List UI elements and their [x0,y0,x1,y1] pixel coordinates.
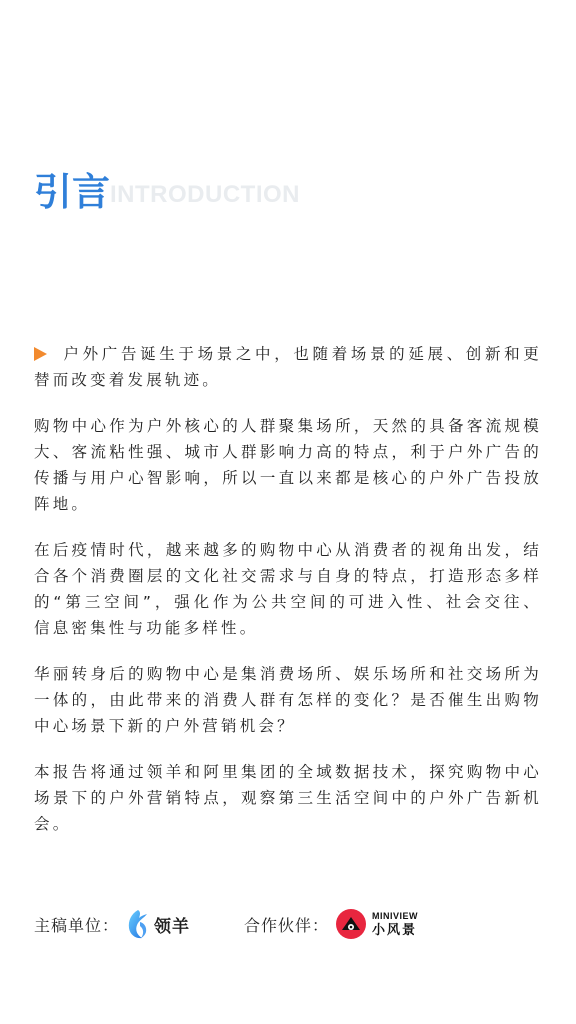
paragraph-1-text: 户外广告诞生于场景之中，也随着场景的延展、创新和更替而改变着发展轨迹。 [34,345,542,389]
partner-label: 合作伙伴： [244,915,330,935]
sponsor-credit [34,908,190,940]
sponsor-name: 领羊 [154,916,191,937]
partner-name-en: MINIVIEW [372,910,419,921]
paragraph-5: 本报告将通过领羊和阿里集团的全域数据技术，探究购物中心场景下的户外营销特点，观察第三生活空间中的户外广告新机会。 [34,763,542,833]
paragraph-2: 购物中心作为户外核心的人群聚集场所，天然的具备客流规模大、客流粘性强、城市人群影响力高的特点，利于户外广告的传播与用户心智影响，所以一直以来都是核心的户外广告投放阵地。 [34,417,542,513]
lingyang-mark-icon [125,908,151,940]
paragraph-3: 在后疫情时代，越来越多的购物中心从消费者的视角出发，结合各个消费圈层的文化社交需求与自身的特点，打造形态多样的“第三空间”，强化作为公共空间的可进入性、社会交往、信息密集性与功能多样性。 [34,541,542,637]
title-english: INTRODUCTION [110,181,300,208]
partner-wordmark [372,912,418,937]
orange-triangle-bullet-icon [34,347,47,361]
lingyang-logo-icon [125,908,190,940]
miniview-logo-icon [335,908,418,940]
partner-name-zh: 小风景 [372,922,418,938]
miniview-mark-icon [335,908,367,940]
title-chinese: 引言 [34,170,111,214]
intro-body [34,341,542,857]
section-title [34,166,300,214]
credits-footer [34,904,542,944]
partner-credit [244,908,418,940]
sponsor-label: 主稿单位： [34,915,120,935]
paragraph-1 [34,341,542,393]
paragraph-4: 华丽转身后的购物中心是集消费场所、娱乐场所和社交场所为一体的，由此带来的消费人群有怎样的变化？是否催生出购物中心场景下新的户外营销机会？ [34,665,542,735]
